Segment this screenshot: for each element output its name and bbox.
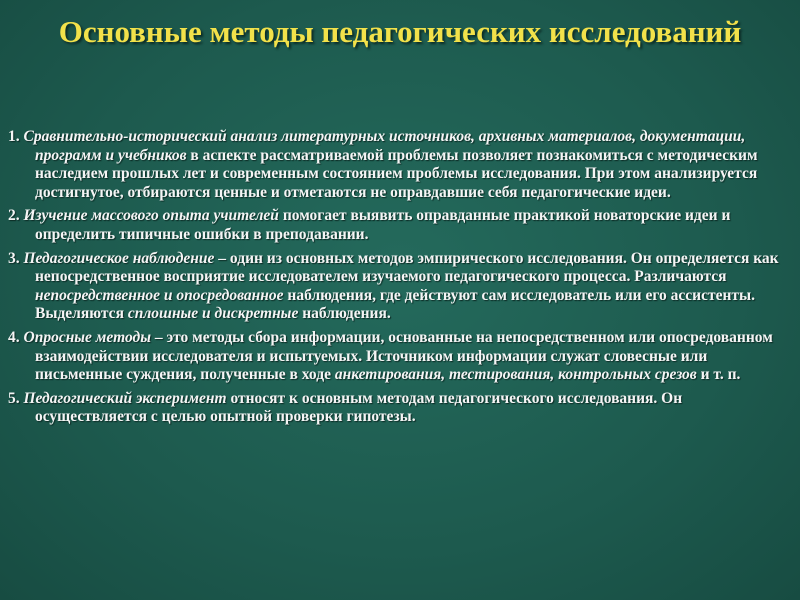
method-name: Педагогическое наблюдение bbox=[23, 249, 215, 267]
method-description: помогает выявить оправданные практикой новаторские идеи и определить типичные ошибки в преподавании. bbox=[35, 207, 731, 243]
method-item bbox=[8, 329, 792, 385]
methods-list bbox=[8, 128, 792, 432]
method-emphasis: непосредственное и опосредованное bbox=[35, 286, 284, 304]
method-name: Изучение массового опыта учителей bbox=[23, 207, 279, 225]
method-name: Сравнительно-исторический анализ литературных источников, архивных материалов, документации, программ и учебников bbox=[23, 128, 746, 164]
method-description: относят к основным методам педагогического исследования. Он осуществляется с целью опытной проверки гипотезы. bbox=[35, 389, 683, 426]
method-description: в аспекте рассматриваемой проблемы позволяет познакомиться с методическим наследием прошлых лет и современным состоянием проблемы исследования. При этом анализируется достигнутое, отбираются ценные и отметаются не оправдавшие себя педагогические идеи. bbox=[35, 146, 758, 201]
method-name: Опросные методы bbox=[23, 328, 151, 346]
method-emphasis: анкетирования, тестирования, контрольных срезов bbox=[334, 366, 697, 384]
method-description: наблюдения, где действуют сам исследователь или его ассистенты. Выделяются bbox=[35, 286, 755, 323]
method-name: Педагогический эксперимент bbox=[23, 389, 227, 407]
item-number: 3. bbox=[8, 249, 20, 267]
item-number: 1. bbox=[8, 128, 20, 145]
method-description: – это методы сбора информации, основанные на непосредственном или опосредованном взаимодействии исследователя и испытуемых. Источником информации служат словесные или письменные суждения, полученные в ходе bbox=[35, 328, 773, 384]
method-description: наблюдения. bbox=[298, 305, 391, 323]
method-item bbox=[8, 250, 792, 324]
item-number: 4. bbox=[8, 328, 20, 346]
method-description: и т. п. bbox=[696, 366, 741, 384]
item-number: 5. bbox=[8, 389, 20, 407]
method-item bbox=[8, 390, 792, 427]
method-emphasis: сплошные и дискретные bbox=[127, 305, 299, 323]
method-description: – один из основных методов эмпирического исследования. Он определяется как непосредственное восприятие исследователем изучаемого педагогического процесса. Различаются bbox=[35, 249, 779, 286]
method-item bbox=[8, 207, 792, 244]
slide-title: Основные методы педагогических исследований bbox=[58, 14, 742, 49]
item-number: 2. bbox=[8, 207, 20, 225]
method-item bbox=[8, 128, 792, 202]
